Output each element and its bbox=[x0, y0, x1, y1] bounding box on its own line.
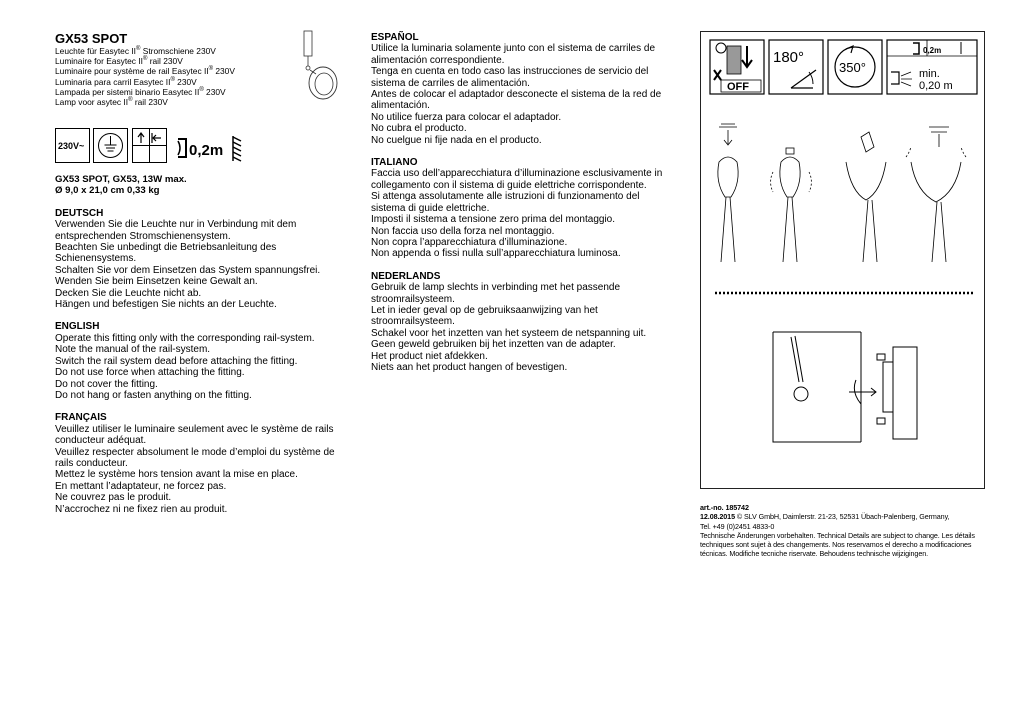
section-line: Verwenden Sie die Leuchte nur in Verbindung mit dem bbox=[55, 219, 297, 231]
company-address: © SLV GmbH, Daimlerstr. 21-23, 52531 Übach-Palenberg, Germany, bbox=[734, 512, 950, 522]
section-line: sistema de carriles de alimentación. bbox=[371, 77, 530, 89]
right-language-sections bbox=[371, 32, 671, 373]
rotate-350-icon bbox=[828, 40, 882, 94]
subtitle-text: Luminaria para carril Easytec II bbox=[55, 76, 171, 87]
section-gap bbox=[55, 310, 345, 321]
section-line: stroomrailsysteem. bbox=[371, 293, 455, 305]
section-line: Het product niet afdekken. bbox=[371, 350, 488, 362]
section-gap bbox=[371, 146, 671, 157]
section-line: Tenga en cuenta en todo caso las instrucciones de servicio del bbox=[371, 66, 649, 78]
min-distance-short: 0,2m bbox=[923, 46, 942, 55]
section-heading: ENGLISH bbox=[55, 321, 100, 333]
section-line: En mettant l’adaptateur, ne forcez pas. bbox=[55, 480, 227, 492]
company-line bbox=[700, 512, 1000, 521]
subtitle-rest: 230V bbox=[174, 76, 197, 87]
specs-block bbox=[55, 174, 345, 515]
section-heading: FRANÇAIS bbox=[55, 412, 107, 424]
footer bbox=[700, 503, 1000, 559]
trademark-symbol: ® bbox=[128, 97, 133, 104]
section-line: Do not cover the fitting. bbox=[55, 378, 158, 390]
section-line: collegamento con il sistema di guide elettriche corrispondente. bbox=[371, 179, 647, 191]
middle-column bbox=[371, 32, 671, 373]
subtitle-rest: 230V bbox=[213, 66, 235, 77]
section-heading: ITALIANO bbox=[371, 157, 418, 169]
trademark-symbol: ® bbox=[136, 46, 141, 53]
section-line: Non faccia uso della forza nel montaggio. bbox=[371, 225, 555, 237]
section-line: Non appenda o fissi nulla sull’apparecchiatura luminosa. bbox=[371, 248, 621, 260]
min-value: 0,20 m bbox=[919, 80, 953, 92]
trademark-symbol: ® bbox=[199, 87, 204, 94]
section-line: Veuillez respecter absolument le mode d’emploi du système de bbox=[55, 446, 335, 458]
section-heading: ESPAÑOL bbox=[371, 32, 419, 43]
trademark-symbol: ® bbox=[142, 56, 148, 63]
distance-label: 0,2m bbox=[189, 142, 224, 159]
subtitle-text: Lamp voor asytec II bbox=[55, 97, 129, 108]
trademark-symbol: ® bbox=[170, 76, 175, 83]
footer-note: techniques sont sujet à des changements. Nos reservamos el derecho a modificaciones bbox=[700, 540, 972, 550]
rotate-180-icon bbox=[769, 40, 823, 94]
section-line: N’accrochez ni ne fixez rien au produit. bbox=[55, 503, 228, 515]
subtitle-rest: 230V bbox=[203, 86, 226, 97]
mounting-steps-illustration bbox=[718, 124, 966, 262]
voltage-label: 230V~ bbox=[58, 141, 85, 151]
section-heading: NEDERLANDS bbox=[371, 270, 441, 282]
section-line: Schakel voor het inzetten van het systeem de netspanning uit. bbox=[371, 327, 647, 339]
subtitle-rest: rail 230V bbox=[147, 56, 183, 67]
product-title: GX53 SPOT bbox=[55, 31, 128, 46]
section-line: alimentación. bbox=[371, 100, 430, 112]
spot-lamp-illustration bbox=[296, 30, 346, 105]
section-line: Schienensystems. bbox=[55, 253, 137, 265]
section-line: No utilice fuerza para colocar el adaptador. bbox=[371, 111, 562, 123]
install-mounting-icon bbox=[133, 129, 167, 163]
subtitle-text: Lampada per sistemi binario Easytec II bbox=[55, 86, 200, 97]
section-line: Hängen und befestigen Sie nichts an der Leuchte. bbox=[55, 299, 277, 311]
section-line: Mettez le système hors tension avant la mise en place. bbox=[55, 469, 298, 481]
footer-note: Technische Änderungen vorbehalten. Technical Details are subject to change. Les détails bbox=[700, 530, 975, 540]
min-distance-icon bbox=[887, 40, 977, 94]
section-line: Imposti il sistema a tensione zero prima del montaggio. bbox=[371, 214, 616, 226]
date: 12.08.2015 bbox=[700, 512, 735, 522]
section-line: alimentación correspondiente. bbox=[371, 54, 505, 66]
voltage-icon bbox=[56, 129, 90, 163]
section-heading: DEUTSCH bbox=[55, 207, 104, 219]
footer-notes bbox=[700, 531, 1000, 559]
subtitle-rest: rail 230V bbox=[132, 97, 168, 108]
section-line: Do not hang or fasten anything on the fitting. bbox=[55, 389, 252, 401]
side-view-illustration bbox=[773, 332, 917, 442]
section-line: Geen geweld gebruiken bij het inzetten van de adapter. bbox=[371, 339, 616, 351]
section-line: Antes de colocar el adaptador desconecte el sistema de la red de bbox=[371, 89, 662, 101]
section-line: entsprechenden Stromschienensystem. bbox=[55, 230, 231, 242]
section-line: Gebruik de lamp slechts in verbinding met het passende bbox=[371, 282, 621, 294]
subtitle-text: Luminaire for Easytec II bbox=[55, 56, 143, 67]
trademark-symbol: ® bbox=[208, 66, 214, 73]
section-line: Niets aan het product hangen of bevestigen. bbox=[371, 361, 568, 373]
telephone: Tel. +49 (0)2451 4833-0 bbox=[700, 521, 775, 531]
section-line: sistema di guide elettriche. bbox=[371, 202, 490, 214]
section-line: Veuillez utiliser le luminaire seulement avec le système de rails bbox=[55, 423, 334, 435]
angle-350-label: 350° bbox=[839, 60, 866, 75]
section-line: Schalten Sie vor dem Einsetzen das System spannungsfrei. bbox=[55, 264, 321, 276]
section-line: Decken Sie die Leuchte nicht ab. bbox=[55, 287, 202, 299]
section-line: No cubra el producto. bbox=[371, 123, 467, 135]
section-gap bbox=[55, 401, 345, 412]
subtitle-text: Leuchte für Easytec II bbox=[55, 46, 137, 56]
angle-180-label: 180° bbox=[773, 49, 805, 66]
article-number: art.-no. 185742 bbox=[700, 503, 749, 512]
section-line: Let in ieder geval op de gebruiksaanwijzing van het bbox=[371, 304, 598, 316]
section-line: Do not use force when attaching the fitting. bbox=[55, 367, 245, 379]
off-label: OFF bbox=[727, 81, 749, 93]
earth-icon bbox=[94, 129, 128, 163]
section-gap bbox=[371, 260, 671, 271]
spec-line-1: GX53 SPOT, GX53, 13W max. bbox=[55, 174, 187, 185]
spec-line-2: Ø 9,0 x 21,0 cm 0,33 kg bbox=[55, 185, 160, 197]
section-line: Non copra l’apparecchiatura d’illuminazione. bbox=[371, 236, 568, 248]
min-label: min. bbox=[919, 68, 940, 80]
section-line: Si attenga assolutamente alle istruzioni di funzionamento del bbox=[371, 191, 640, 203]
section-line: No cuelgue ni fije nada en el producto. bbox=[371, 134, 542, 146]
distance-icon bbox=[175, 133, 245, 168]
subtitle-rest: Stromschiene 230V bbox=[140, 46, 216, 56]
section-line: Faccia uso dell’apparecchiatura d’illuminazione esclusivamente in bbox=[371, 168, 663, 180]
power-off-icon bbox=[710, 40, 764, 94]
section-line: Operate this fitting only with the corresponding rail-system. bbox=[55, 332, 315, 344]
section-line: Ne couvrez pas le produit. bbox=[55, 492, 172, 504]
section-line: stroomrailsysteem. bbox=[371, 316, 455, 328]
section-line: conducteur adéquat. bbox=[55, 435, 147, 447]
subtitle-text: Luminaire pour système de rail Easytec II bbox=[55, 66, 209, 77]
section-line: rails conducteur. bbox=[55, 457, 128, 469]
section-line: Beachten Sie unbedingt die Betriebsanleitung des bbox=[55, 242, 277, 254]
section-line: Utilice la luminaria solamente junto con el sistema de carriles de bbox=[371, 43, 656, 55]
section-line: Switch the rail system dead before attaching the fitting. bbox=[55, 355, 298, 367]
installation-figure bbox=[700, 31, 985, 489]
left-language-sections bbox=[55, 208, 345, 515]
footer-note: técnicas. Modifiche tecniche riservate. Behoudens technische wijzigingen. bbox=[700, 549, 929, 559]
section-line: Wenden Sie beim Einsetzen keine Gewalt an. bbox=[55, 276, 258, 288]
section-line: Note the manual of the rail-system. bbox=[55, 344, 211, 356]
